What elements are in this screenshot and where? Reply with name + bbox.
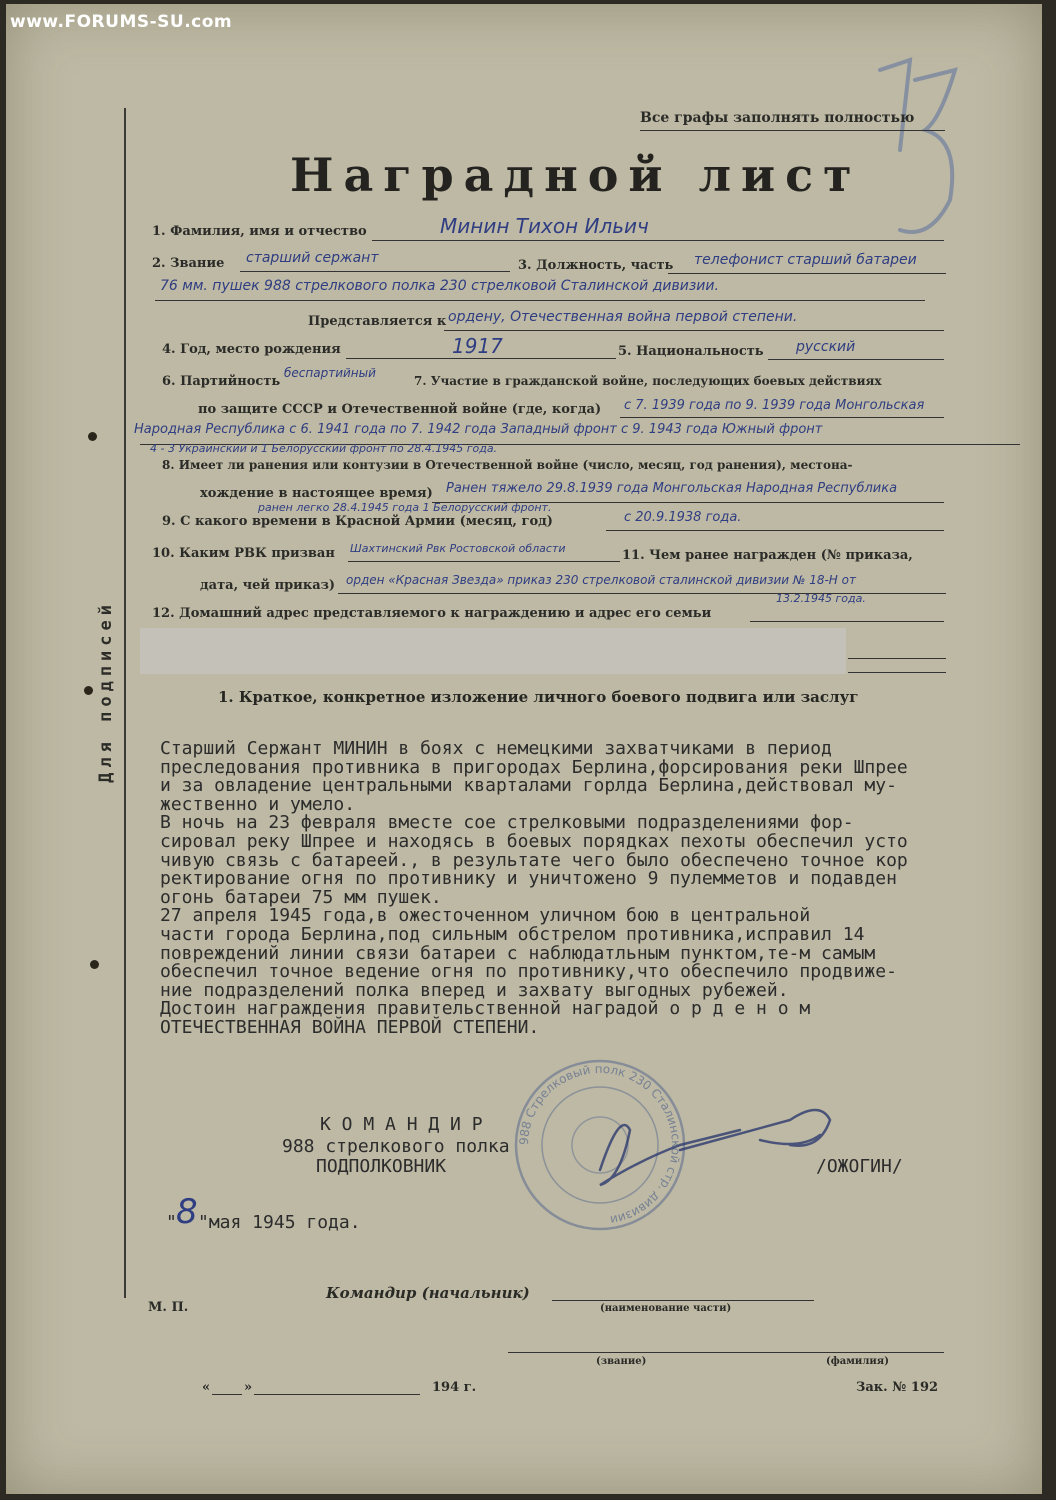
redacted-address [140,628,846,674]
date-line-open: « [202,1380,211,1395]
field-1-value: Минин Тихон Ильич [440,214,649,238]
margin-label: Для подписей [96,600,116,783]
rule [750,621,944,622]
rule [254,1394,420,1395]
rule [620,417,944,418]
narrative-line: 27 апреля 1945 года,в ожесточенном уличном бою в центральной [160,905,811,927]
field-7-value-3: 4 - 3 Украинский и 1 Белорусский фронт по 28.4.1945 года. [150,442,498,455]
field-11-label-2: дата, чей приказ) [200,578,336,593]
field-1-label: 1. Фамилия, имя и отчество [152,224,367,239]
narrative [160,740,1040,1038]
narrative-line: жественно и умело. [160,793,356,815]
narrative-line: ректирование огня по противнику и уничтожено 9 пулемметов и подавден [160,868,897,890]
field-7-value-1: с 7. 1939 года по 9. 1939 года Монгольская [624,398,925,413]
field-10-label: 10. Каким РВК призван [152,546,335,561]
signature-name: /ОЖОГИН/ [816,1156,903,1177]
rank-caption: (звание) [596,1356,647,1367]
narrative-line: Старший Сержант МИНИН в боях с немецкими захватчиками в период [160,738,832,759]
field-3-value-2: 76 мм. пушек 988 стрелкового полка 230 стрелковой Сталинской дивизии. [160,278,719,294]
pencil-mark-text: 75 [870,40,872,41]
field-3-value-1: телефонист старший батареи [694,252,917,268]
rule [606,530,944,531]
field-4-value: 1917 [452,334,503,358]
field-8-value-2: ранен легко 28.4.1945 года 1 Белорусский фронт. [258,501,552,514]
narrative-line: преследования противника в пригородах Берлина,форсирования реки Шпрее [160,756,908,778]
field-7-label-2: по защите СССР и Отечественной войне (где, когда) [198,402,602,417]
signature-title: К О М А Н Д И Р [320,1114,483,1135]
nominated-label: Представляется к [308,314,447,329]
narrative-line: В ночь на 23 февраля вместе сое стрелковыми подразделениями фор- [160,812,854,834]
narrative-line: ОТЕЧЕСТВЕННАЯ ВОЙНА ПЕРВОЙ СТЕПЕНИ. [160,1016,540,1038]
rule [155,300,925,301]
pencil-mark-75 [870,40,980,260]
stamp-text: 988 Стрелковый полк 230 Сталинской стр. дивизии [516,1061,684,1228]
rule [668,273,946,274]
rule [768,359,944,360]
rule [372,240,944,241]
narrative-line: и за овладение центральными кварталами горлда Берлина,действовал му- [160,775,897,797]
narrative-line: огонь батареи 75 мм пушек. [160,886,442,908]
binding-hole [90,960,99,969]
field-8-value-1: Ранен тяжело 29.8.1939 года Монгольская Народная Республика [446,481,898,496]
field-5-value: русский [796,339,856,355]
rule [640,130,945,131]
field-4-label: 4. Год, место рождения [162,342,341,357]
binding-hole [84,686,93,695]
rule [508,1352,944,1353]
field-9-label: 9. С какого времени в Красной Армии (месяц, год) [162,514,553,529]
field-6-value: беспартийный [284,366,376,380]
narrative-line: сировал реку Шпрее и находясь в боевых порядках пехоты обеспечил усто [160,830,908,852]
rule [212,1394,242,1395]
field-12-label: 12. Домашний адрес представляемого к награждению и адрес его семьи [152,606,712,621]
unit-caption: (наименование части) [600,1303,732,1314]
rule [848,672,946,673]
field-10-value: Шахтинский Рвк Ростовской области [350,542,566,555]
date-rest: "мая 1945 года. [198,1212,361,1233]
mp-label: М. П. [148,1300,189,1315]
document-title: Наградной лист [290,148,862,202]
field-5-label: 5. Национальность [618,344,764,359]
header-note: Все графы заполнять полностью [640,110,915,126]
narrative-line: ние подразделений полка вперед и захвату выгодных рубежей. [160,979,789,1001]
signature-rank: ПОДПОЛКОВНИК [316,1156,447,1177]
field-6-label: 6. Партийность [162,374,281,389]
commander-label: Командир (начальник) [326,1284,530,1302]
rule [848,658,946,659]
date-open-quote: " [166,1212,177,1233]
order-number: Зак. № 192 [856,1380,939,1395]
field-11-label-1: 11. Чем ранее награжден (№ приказа, [622,548,913,563]
field-8-label-2: хождение в настоящее время) [200,486,433,501]
narrative-line: обеспечил точное ведение огня по противнику,что обеспечило продвиже- [160,961,897,983]
rule [348,561,620,562]
rule [346,358,616,359]
field-7-value-2: Народная Республика с 6. 1941 года по 7. 1942 года Западный фронт с 9. 1943 года Южный фронт [134,422,823,437]
narrative-line: Достоин награждения правительственной наградой о р д е н о м [160,998,811,1020]
narrative-line: повреждений линии связи батареи с наблюдатльным пунктом,те-м самым [160,942,876,964]
watermark: www.FORUMS-SU.com [10,12,233,32]
field-9-value: с 20.9.1938 года. [624,510,742,525]
section-title: 1. Краткое, конкретное изложение личного боевого подвига или заслуг [218,688,859,706]
binding-hole [88,432,97,441]
field-11-value-2: 13.2.1945 года. [776,592,866,605]
rule [552,1300,814,1301]
rule [444,330,944,331]
signature-unit: 988 стрелкового полка [282,1136,510,1157]
field-11-value-1: орден «Красная Звезда» приказ 230 стрелковой сталинской дивизии № 18-Н от [346,573,856,587]
rule [240,271,510,272]
margin-rule [124,108,126,1298]
narrative-line: чивую связь с батареей., в результате чего было обеспечено точное кор [160,849,908,871]
year-label: 194 г. [432,1380,477,1395]
field-7-label-1: 7. Участие в гражданской войне, последующих боевых действиях [414,374,882,388]
field-3-label: 3. Должность, часть [518,258,674,273]
nominated-value: ордену, Отечественная война первой степени. [448,309,798,325]
field-2-value: старший сержант [246,250,379,266]
field-8-label-1: 8. Имеет ли ранения или контузии в Отечественной войне (число, месяц, год ранения), местона- [162,458,853,472]
date-day: 8 [176,1192,198,1232]
narrative-line: части города Берлина,под сильным обстрелом противника,исправил 14 [160,923,865,945]
surname-caption: (фамилия) [826,1356,889,1367]
commander-signature [560,1090,860,1200]
field-2-label: 2. Звание [152,256,225,271]
date-line-close: » [244,1380,253,1395]
